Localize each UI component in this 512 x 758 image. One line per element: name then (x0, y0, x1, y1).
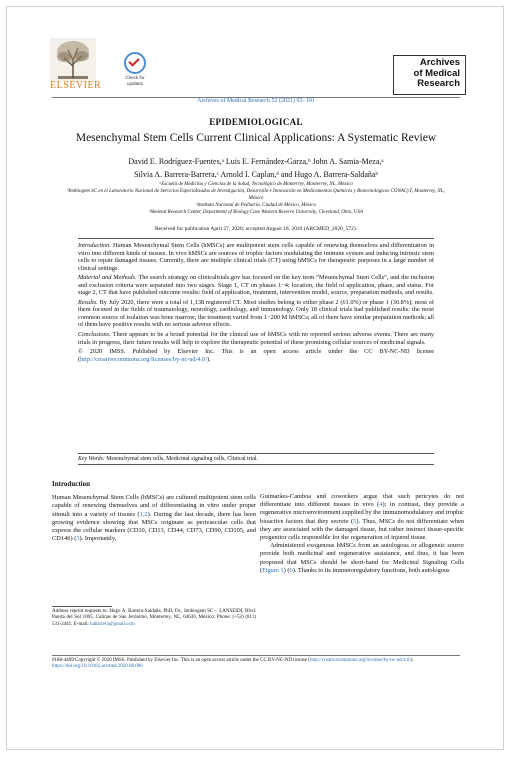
author-list (60, 155, 452, 181)
left-paragraph-1 (52, 494, 256, 543)
copyright-end: ). (410, 658, 414, 663)
crossmark-label-2: updates (126, 81, 143, 86)
right-para1-text-a: Guimarães-Camboa and coworkers argue that such pericytes do not differentiate into different tissues in vivo ( (260, 493, 464, 509)
elsevier-tree-icon (50, 38, 96, 82)
received-dates: Received for publication April 27, 2020; accepted August 18, 2020 (ARCMED_2020_572). (154, 226, 358, 232)
keywords-bottom-rule (78, 464, 434, 465)
ref-link-1-2[interactable]: 1,2 (139, 510, 148, 518)
abstract-conclusions-label: Conclusions. (78, 331, 111, 339)
abstract-intro-label: Introduction. (78, 242, 111, 249)
authors-line-1: David E. Rodríguez-Fuentes,ᵃ Luis E. Fernández-Garza,ᵇ John A. Samia-Meza,ᵃ (128, 157, 384, 166)
elsevier-logo (50, 38, 102, 92)
affiliation-a: ᵃEscuela de Medicina y Ciencias de la Salud, Tecnológico de Monterrey, Monterrey, NL, México (159, 182, 353, 187)
license-link[interactable]: http://creativecommons.org/licenses/by-nc-nd/4.0/ (80, 355, 207, 363)
left-column (52, 480, 256, 543)
ref-link-4[interactable]: 4 (379, 501, 383, 509)
journal-name-line-1: Archives (419, 57, 460, 68)
crossmark-icon (124, 52, 146, 74)
abstract-results-label: Results. (78, 298, 98, 306)
abstract-results (78, 299, 434, 329)
left-para-text-b: ). During the last decade, there has been growing evidence showing that MSCs originate as perivascular cells that express the cellular markers (CD10, CD13, CD44, CD73, CD90, CD105, and CD146) ( (52, 510, 257, 543)
bottom-divider (52, 655, 460, 656)
affiliation-b: ᵇInnbiogem SC en el Laboratorio Nacional de Servicios Especializados de Investigación, Desarrollo e Innovación en Medicamentos Químicos y Biotecnológicos CONACyT, Monterrey, NL, México (67, 189, 445, 201)
publisher-name: ELSEVIER (50, 80, 102, 91)
copyright-text: 0188-4409/Copyright © 2020 IMSS. Published by Elsevier Inc. This is an open access article under the CC BY-NC-ND license ( (52, 658, 310, 663)
right-paragraph-2 (260, 542, 464, 575)
abstract-license (78, 348, 434, 363)
right-para2-text-b: ) ( (283, 566, 290, 574)
journal-name-box (393, 55, 466, 95)
right-para2-text-c: ). Thanks to its immunoregulatory functions, both autologous (292, 566, 450, 574)
left-para-text-c: ). Importantly, (79, 535, 117, 543)
keywords-rule (78, 453, 434, 454)
abstract-results-text: By July 2020, there were a total of 1,138 registered CT. Most studies belong to either phase 2 (61.0%) or phase 1 (30.8%); most of them focused in the fields of traumatology, neurology, cardiology, and immunology. Only 18 clinical trials had published results: the most common source of isolation was bone marrow; the treatment varied from 1−200 M hMSCs; all of them have similar preparation methods; all of them have positive results with no serious adverse effects. (78, 298, 434, 329)
abstract-introduction (78, 242, 434, 272)
article-section: EPIDEMIOLOGICAL (209, 117, 303, 127)
copyright-license-link[interactable]: http://creativecommons.org/licenses/by-nc-nd/4.0/ (309, 658, 411, 663)
authors-line-2: Silvia A. Barrera-Barrera,ᶜ Arnold I. Caplan,ᵈ and Hugo A. Barrera-Saldañaᵇ (134, 170, 378, 179)
abstract-top-rule (78, 238, 434, 239)
right-para1-text-c: ). Thus, MSCs do not differentiate when they are associated with the damaged tissue, but rather instruct tissue-specific progenitor cells responsible for the regeneration of injured tissue. (260, 517, 464, 542)
license-end: ). (206, 355, 211, 363)
right-column (260, 493, 464, 575)
abstract-methods-label: Material and Methods. (78, 274, 137, 282)
footnote-rule (52, 606, 112, 607)
abstract (78, 242, 434, 365)
abstract-methods-text: The search strategy on clinicaltrials.gov has focused on the key term “Mesenchymal Stem Cells”, and the inclusion and exclusion criteria were separated into two stages. Stage 1, CT on phases 1−4: location, the field of application, phase, and status. For stage 2, CT that have published outcome results: field of application, treatment, intervention model, source, preparation methods, and results. (78, 274, 434, 297)
affiliation-c: ᶜInstituto Nacional de Pediatría, Ciudad de México, México (195, 203, 317, 208)
left-para-text-a: Human Mesenchymal Stem Cells (hMSCs) are cultured multipotent stem cells capable of renewing themselves and of differentiating in vitro under proper stimuli into a variety of tissues ( (52, 494, 256, 518)
keywords (78, 456, 434, 462)
journal-name-line-3: Research (417, 78, 460, 89)
abstract-methods (78, 274, 434, 297)
abstract-intro-text: Human Mesenchymal Stem Cells (hMSCs) are multipotent stem cells capable of renewing themselves and differentiation in vitro into different kinds of tissues. In vivo hMSCs are sources of trophic factors modulating the immune system and inducing intrinsic stem cells to repair damaged tissues. Currently, there are multiple clinical trials (CT) using hMSCs for therapeutic purposes in a large number of clinical settings. (78, 242, 434, 272)
affiliations (60, 181, 452, 216)
doi-link[interactable]: https://doi.org/10.1016/j.arcmed.2020.08.006 (52, 664, 143, 670)
article-title: Mesenchymal Stem Cells Current Clinical Applications: A Systematic Review (75, 132, 437, 144)
ref-link-6[interactable]: 6 (289, 566, 293, 574)
copyright-block (52, 658, 460, 671)
check-for-updates-badge[interactable] (121, 52, 149, 86)
license-text: © 2020 IMSS. Published by Elsevier Inc. This is an open access article under the CC BY-NC-ND license ( (78, 348, 434, 363)
right-para2-text-a: Administered exogenous hMSCs from an autologous or allogeneic source provide both medicinal and regenerative assistance, and thus, it has been proposed that MSCs should be short-hand for Medicinal Signaling Cells ( (260, 542, 464, 574)
right-para1-text-b: ); in contrast, they provide a regenerative microenvironment supplied by the immunomodulatory and trophic bioactive factors that they secrete ( (260, 501, 464, 525)
introduction-heading: Introduction (52, 480, 90, 488)
journal-citation[interactable]: Archives of Medical Research 52 (2021) 93−101 (197, 98, 315, 104)
correspondence-footnote (52, 609, 256, 628)
keywords-text: Mesenchymal stem cells, Medicinal signaling cells, Clinical trial. (104, 456, 258, 462)
keywords-label: Key Words: (78, 456, 105, 462)
journal-name-line-2: of Medical (413, 67, 460, 79)
abstract-conclusions (78, 331, 434, 346)
right-paragraph-1 (260, 493, 464, 542)
ref-link-3[interactable]: 3 (76, 535, 80, 543)
abstract-conclusions-text: There appears to be a broad potential for the clinical use of hMSCs with no reported serious adverse events. There are many trials in progress, their future results will help to explore the therapeutic potential of these promising cellular sources of medicinal signals. (78, 331, 434, 346)
ref-link-5[interactable]: 5 (353, 517, 357, 525)
footnote-text: Address reprint requests to: Hugo A. Barrera-Saldaña, PhD, Dr., Innbiogem SC − LANSEIDI, Blvd. Puerta del Sol 1005, Colinas de San Jerónimo, Monterrey, NL, 64630, México; Phone: (+52) (811) 531-2441; E-mail: (52, 609, 256, 627)
author-email-link[interactable]: habarrera@gmail.com (90, 621, 135, 627)
crossmark-label-1: Check for (125, 75, 145, 80)
figure-1-link[interactable]: Figure 1 (262, 566, 284, 574)
affiliation-d: ᵈSkeletal Research Center, Department of Biology Case Western Reserve University, Cleveland, Ohio, USA (149, 210, 363, 215)
